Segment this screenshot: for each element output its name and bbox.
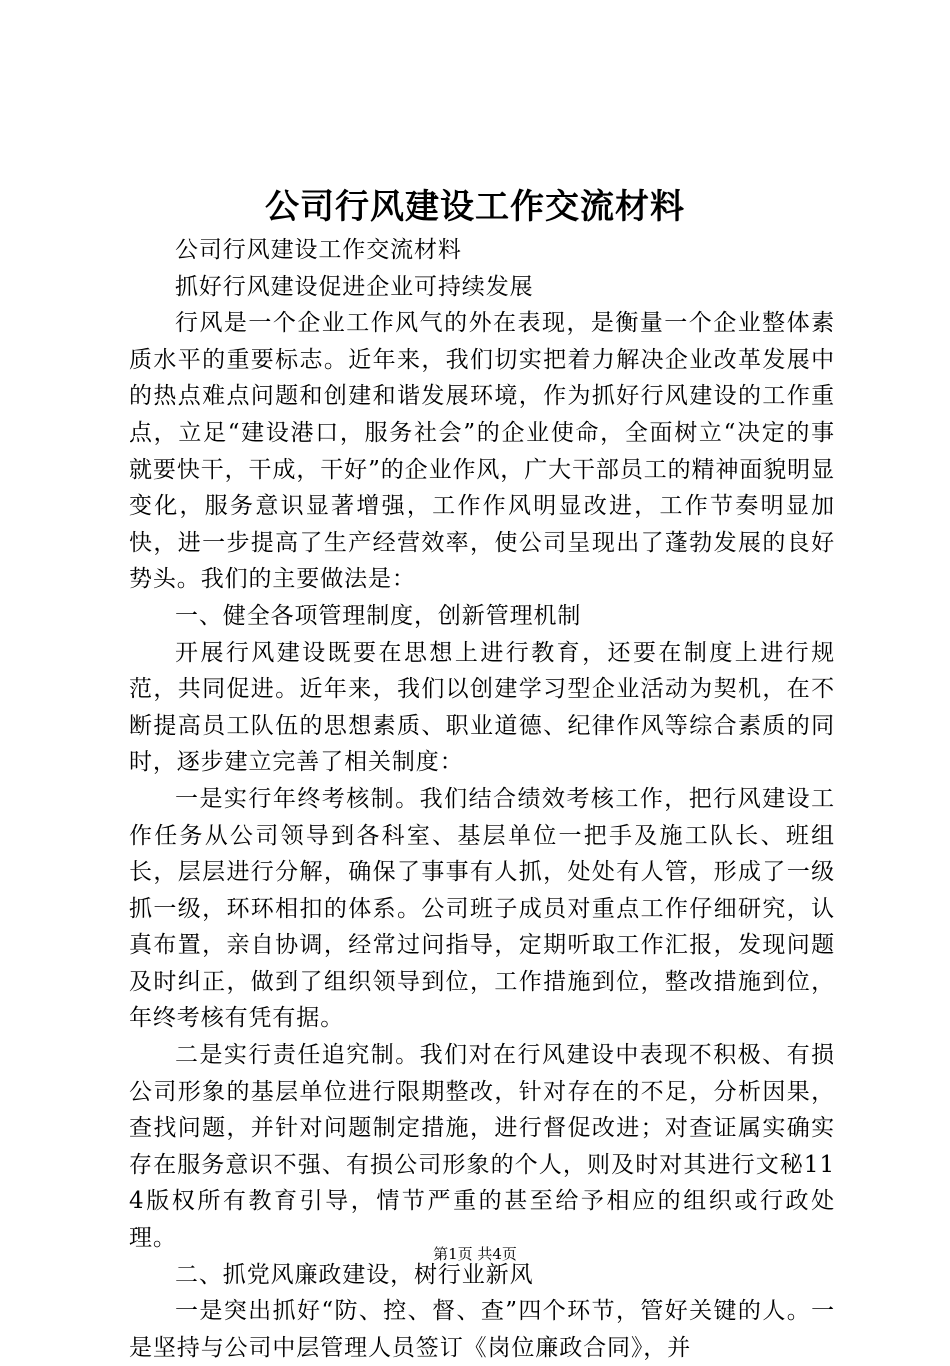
- section-heading-2: 二、抓党风廉政建设，树行业新风: [175, 1261, 534, 1288]
- paragraph: 一是突出抓好“防、控、督、查”四个环节，管好关键的人。一是坚持与公司中层管理人员签订《岗位廉政合同》，并: [129, 1298, 835, 1361]
- document-body: [129, 232, 835, 1366]
- paragraph: 开展行风建设既要在思想上进行教育，还要在制度上进行规范，共同促进。近年来，我们以创建学习型企业活动为契机，在不断提高员工队伍的思想素质、职业道德、纪律作风等综合素质的同时，逐步建立完善了相关制度：: [129, 639, 835, 776]
- paragraph-subtitle: 公司行风建设工作交流材料: [175, 237, 462, 263]
- paragraph-intro: 行风是一个企业工作风气的外在表现，是衡量一个企业整体素质水平的重要标志。近年来，我们切实把着力解决企业改革发展中的热点难点问题和创建和谐发展环境，作为抓好行风建设的工作重点，立足“建设港口，服务社会”的企业使命，全面树立“决定的事就要快干，干成，干好”的企业作风，广大干部员工的精神面貌明显变化，服务意识显著增强，工作作风明显改进，工作节奏明显加快，进一步提高了生产经营效率，使公司呈现出了蓬勃发展的良好势头。我们的主要做法是：: [129, 310, 835, 593]
- paragraph: 二是实行责任追究制。我们对在行风建设中表现不积极、有损公司形象的基层单位进行限期整改，针对存在的不足，分析因果，查找问题，并针对问题制定措施，进行督促改进；对查证属实确实存在服务意识不强、有损公司形象的个人，则及时对其进行文秘114版权所有教育引导，情节严重的甚至给予相应的组织或行政处理。: [129, 1042, 835, 1252]
- page-footer: 第1页 共4页: [433, 1245, 517, 1263]
- paragraph-theme: 抓好行风建设促进企业可持续发展: [175, 273, 534, 300]
- section-heading-1: 一、健全各项管理制度，创新管理机制: [175, 602, 582, 629]
- document-title: 公司行风建设工作交流材料: [265, 187, 685, 227]
- paragraph: 一是实行年终考核制。我们结合绩效考核工作，把行风建设工作任务从公司领导到各科室、基层单位一把手及施工队长、班组长，层层进行分解，确保了事事有人抓，处处有人管，形成了一级抓一级，环环相扣的体系。公司班子成员对重点工作仔细研究，认真布置，亲自协调，经常过问指导，定期听取工作汇报，发现问题及时纠正，做到了组织领导到位，工作措施到位，整改措施到位，年终考核有凭有据。: [129, 785, 835, 1032]
